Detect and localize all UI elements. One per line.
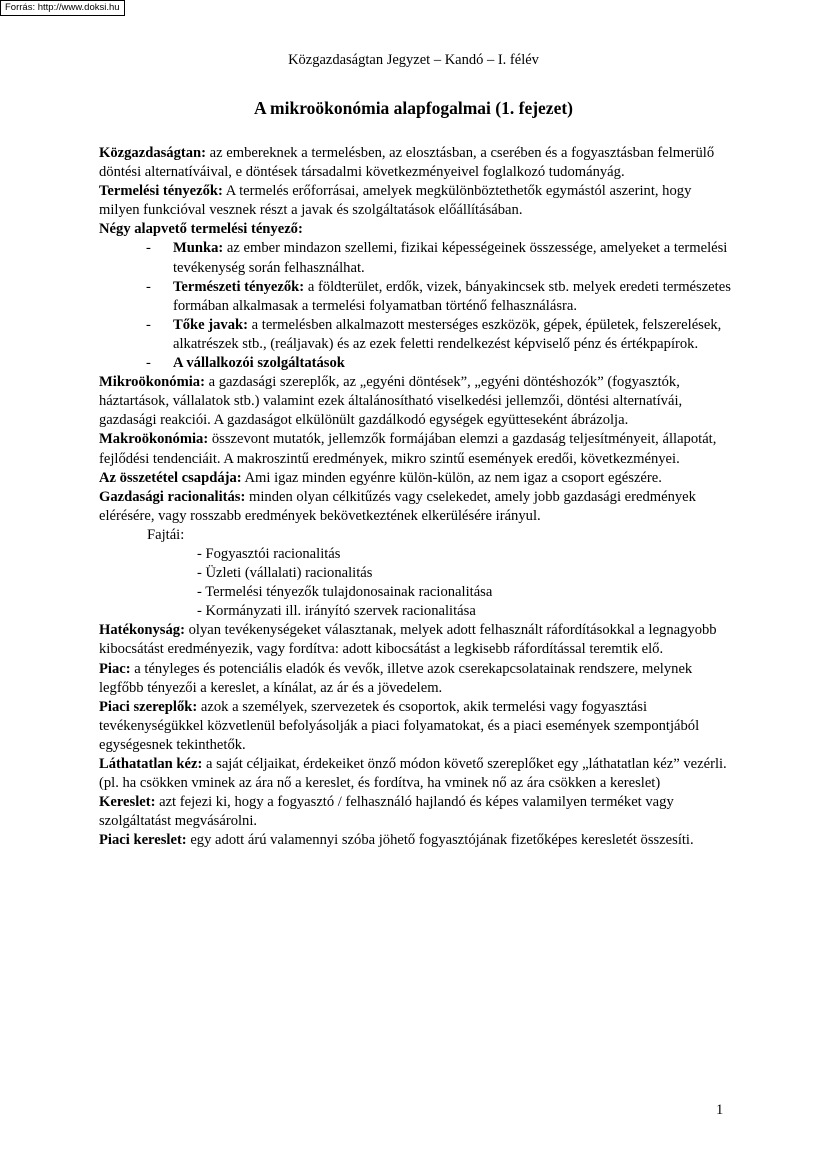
definition-makrookonomia — [99, 430, 731, 468]
definition-text: a tényleges és potenciális eladók és vevők, illetve azok cserekapcsolatainak rendszere, melynek legfőbb tényezői a kereslet, a kínálat, az ár és a jövedelem. — [99, 660, 693, 696]
term: Az összetétel csapdája: — [99, 469, 242, 486]
definition-text: a földterület, erdők, vizek, bányakincsek stb. melyek eredeti természetes formában alkalmasak a termelési folyamatban történő felhasználásra. — [173, 278, 731, 314]
term: Piac: — [99, 660, 131, 677]
definition-text: minden olyan célkitűzés vagy cselekedet, amely jobb gazdasági eredmények elérésére, vagy rosszabb eredmények bekövetkeztének elkerülésére irányul. — [99, 488, 696, 524]
term: Tőke javak: — [173, 316, 248, 333]
definition-piaci-szereplok — [99, 698, 731, 755]
definition-text: a gazdasági szereplők, az „egyéni döntések”, „egyéni döntéshozók” (fogyasztók, háztartások, vállalatok stb.) valamint ezek általánosítható viselkedési jellemzői, döntési alternatívái, gazdasági reakciói. A gazdaságot elkülönült gazdálkodó egységek együtteseként ábrázolja. — [99, 374, 683, 429]
definition-kozgazdasagtan — [99, 144, 731, 182]
definition-text: összevont mutatók, jellemzők formájában elemzi a gazdaság teljesítményeit, állapotát, fejlődési tendenciáit. A makroszintű eredmények, mikro szintű események eredői, következményei. — [99, 431, 717, 467]
definition-text: a termelésben alkalmazott mesterséges eszközök, gépek, épületek, felszerelések, alkatrészek stb., (reáljavak) és az ezek feletti rendelkezést képviselő pénz és értékpapírok. — [173, 316, 722, 352]
definition-text: az ember mindazon szellemi, fizikai képességeinek összessége, amelyeket a termelési tevékenység során felhasználhat. — [173, 240, 728, 276]
document-body — [99, 144, 731, 850]
definition-text: A termelés erőforrásai, amelyek megkülönböztethetők egymástól aszerint, hogy milyen funkcióval vesznek részt a javak és szolgáltatások előállításában. — [99, 183, 692, 219]
page-title: A mikroökonómia alapfogalmai (1. fejezet) — [253, 98, 573, 118]
four-factors-heading: Négy alapvető termelési tényező: — [99, 221, 303, 238]
term: A vállalkozói szolgáltatások — [173, 355, 345, 372]
definition-osszetetel-csapdaja — [99, 469, 731, 488]
types-label: Fajtái: — [147, 526, 185, 543]
definition-gazdasagi-racionalitas — [99, 488, 731, 526]
bullet-dash: - — [146, 278, 151, 295]
term: Láthatatlan kéz: — [99, 756, 203, 772]
definition-text: az embereknek a termelésben, az elosztásban, a cserében és a fogyasztásban felmerülő döntési alternatíváival, e döntések társadalmi következményeivel foglalkozó tudományág. — [99, 145, 715, 181]
list-item-vallalkozoi-szolgaltatasok — [99, 354, 731, 373]
definition-text: egy adott árú valamennyi szóba jöhető fogyasztójának fizetőképes keresletét összesíti. — [186, 832, 694, 849]
term: Kereslet: — [99, 794, 156, 811]
definition-termelesi-tenyezok — [99, 182, 731, 220]
term: Termelési tényezők: — [99, 183, 223, 200]
type-item: - Termelési tényezők tulajdonosainak racionalitása — [197, 584, 493, 601]
term: Piaci kereslet: — [99, 832, 187, 849]
term: Természeti tényezők: — [173, 278, 305, 295]
page-number: 1 — [716, 1102, 724, 1118]
definition-mikrookonomia — [99, 373, 731, 430]
type-item: - Kormányzati ill. irányító szervek racionalitása — [197, 603, 476, 620]
definition-text: olyan tevékenységeket választanak, melyek adott felhasznált ráfordításokkal a legnagyobb kibocsátást eredményezik, vagy fordítva: adott kibocsátást a legkisebb ráfordítással teremtik elő. — [99, 622, 717, 658]
list-item-toke-javak — [99, 316, 731, 354]
definition-kereslet — [99, 793, 731, 831]
definition-piac — [99, 660, 731, 698]
definition-text: a saját céljaikat, érdekeiket önző módon követő szereplőket egy „láthatatlan kéz” vezérli. (pl. ha csökken vminek az ára nő a kereslet, és fordítva, ha vminek nő az ára csökken a kereslet) — [99, 756, 727, 792]
list-item-termeszeti-tenyezok — [99, 278, 731, 316]
running-header: Közgazdaságtan Jegyzet – Kandó – I. félév — [288, 52, 539, 68]
source-label: Forrás: http://www.doksi.hu — [0, 0, 125, 16]
term: Piaci szereplők: — [99, 698, 198, 715]
term: Munka: — [173, 240, 224, 257]
definition-lathatatlan-kez — [99, 755, 731, 793]
definition-text: azt fejezi ki, hogy a fogyasztó / felhasználó hajlandó és képes valamilyen terméket vagy szolgáltatást megvásárolni. — [99, 794, 674, 830]
term: Hatékonyság: — [99, 622, 185, 639]
definition-text: azok a személyek, szervezetek és csoportok, akik termelési vagy fogyasztási tevékenységükkel közvetlenül befolyásolják a piaci folyamatokat, és a piaci események szempontjából egységesnek tekinthetők. — [99, 698, 700, 753]
list-item-munka — [99, 239, 731, 277]
term: Közgazdaságtan: — [99, 145, 207, 161]
term: Makroökonómia: — [99, 431, 209, 448]
definition-piaci-kereslet — [99, 831, 731, 850]
type-item: - Fogyasztói racionalitás — [197, 545, 341, 562]
definition-text: Ami igaz minden egyénre külön-külön, az nem igaz a csoport egészére. — [241, 469, 662, 486]
bullet-dash: - — [146, 355, 151, 372]
type-item: - Üzleti (vállalati) racionalitás — [197, 565, 373, 582]
bullet-dash: - — [146, 240, 151, 257]
bullet-dash: - — [146, 316, 151, 333]
term: Gazdasági racionalitás: — [99, 488, 246, 505]
definition-hatekonysag — [99, 621, 731, 659]
term: Mikroökonómia: — [99, 374, 205, 391]
